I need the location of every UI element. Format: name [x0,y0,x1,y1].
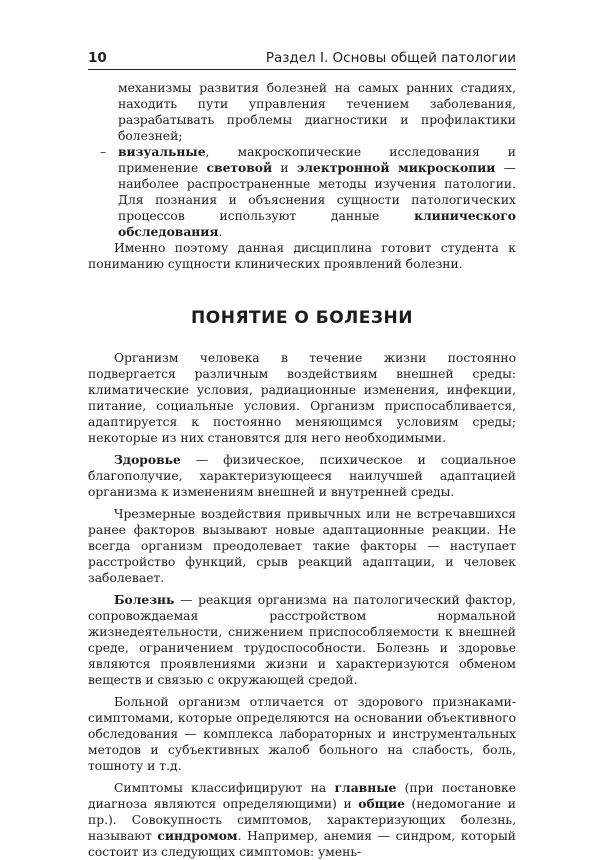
term-general: общие [358,796,405,811]
page-body [88,80,516,860]
term-disease: Болезнь [114,592,175,607]
section-title: Раздел I. Основы общей патологии [265,50,516,66]
term-main: главные [334,780,397,795]
intro-conclusion: Именно поэтому данная дисциплина готовит студента к пониманию сущности клинических проявлений болезни. [88,241,516,271]
running-header [88,50,516,70]
paragraph-health [88,452,516,500]
term-syndrome: синдромом [157,828,238,843]
health-definition: — физическое, психическое и социальное благополучие, характеризующееся наилучшей адаптацией организма к изменениям внешней и внутренней среды. [88,453,516,499]
list-dash: – [100,145,107,159]
list-item [88,144,516,240]
page-number: 10 [88,50,107,66]
paragraph-text: Симптомы классифицируют на [114,781,335,795]
paragraph-text: (недомогание и пр.). Совокупность симптомов, характеризующих болезнь, называют [88,797,516,843]
paragraph-text: (при постановке диагноза являются определяющими) и [88,781,516,811]
term-light: световой [206,160,273,175]
paragraph-3: Чрезмерные воздействия привычных или не встречавшихся ранее факторов вызывают новые адаптационные реакции. Не всегда организм преодолевает такие факторы — наступает расстройство функций, срыв реакций адаптации, и человек заболевает. [88,507,516,585]
paragraph-5: Больной организм отличается от здорового признаками-симптомами, которые определяются на основании объективного обследования — комплекса лабораторных и инструментальных методов и субъективных жалоб больного на слабость, боль, тошноту и т.д. [88,695,516,773]
paragraph-text: . Например, анемия — синдром, который состоит из следующих симптомов: умень- [88,829,516,859]
term-health: Здоровье [114,452,181,467]
paragraph-1: Организм человека в течение жизни постоянно подвергается различным воздействиям внешней среды: климатические условия, радиационные изменения, инфекции, питание, социальные условия. Организм приспосабливается, адаптируется к постоянно меняющимся условиям среды; некоторые из них становятся для него необходимыми. [88,351,516,445]
list-text: — наиболее распространенные методы изучения патологии. Для познания и объяснения сущности патологических процессов используют данные [118,161,516,223]
disease-definition: — реакция организма на патологический фактор, сопровождаемая расстройством нормальной жизнедеятельности, снижением приспособляемости к внешней среде, ограничением трудоспособности. Болезнь и здоровье являются проявлениями жизни и характеризуются обменом веществ и связью с окружающей средой. [88,593,516,687]
term-clinical-exam: клинического обследования [118,208,516,239]
paragraph-symptoms [88,780,516,860]
list-text: , макроскопические исследования и применение [118,145,516,175]
paragraph-disease [88,592,516,688]
term-electron-microscopy: электронной микроскопии [296,160,496,175]
list-text: и [272,161,297,175]
page [88,50,516,860]
term-visual: визуальные [118,144,206,159]
list-text: . [218,225,223,239]
section-heading: ПОНЯТИЕ О БОЛЕЗНИ [191,308,413,328]
list-item-continuation: механизмы развития болезней на самых ранних стадиях, находить пути управления течением заболевания, разрабатывать проблемы диагностики и профилактики болезней; [118,81,516,143]
